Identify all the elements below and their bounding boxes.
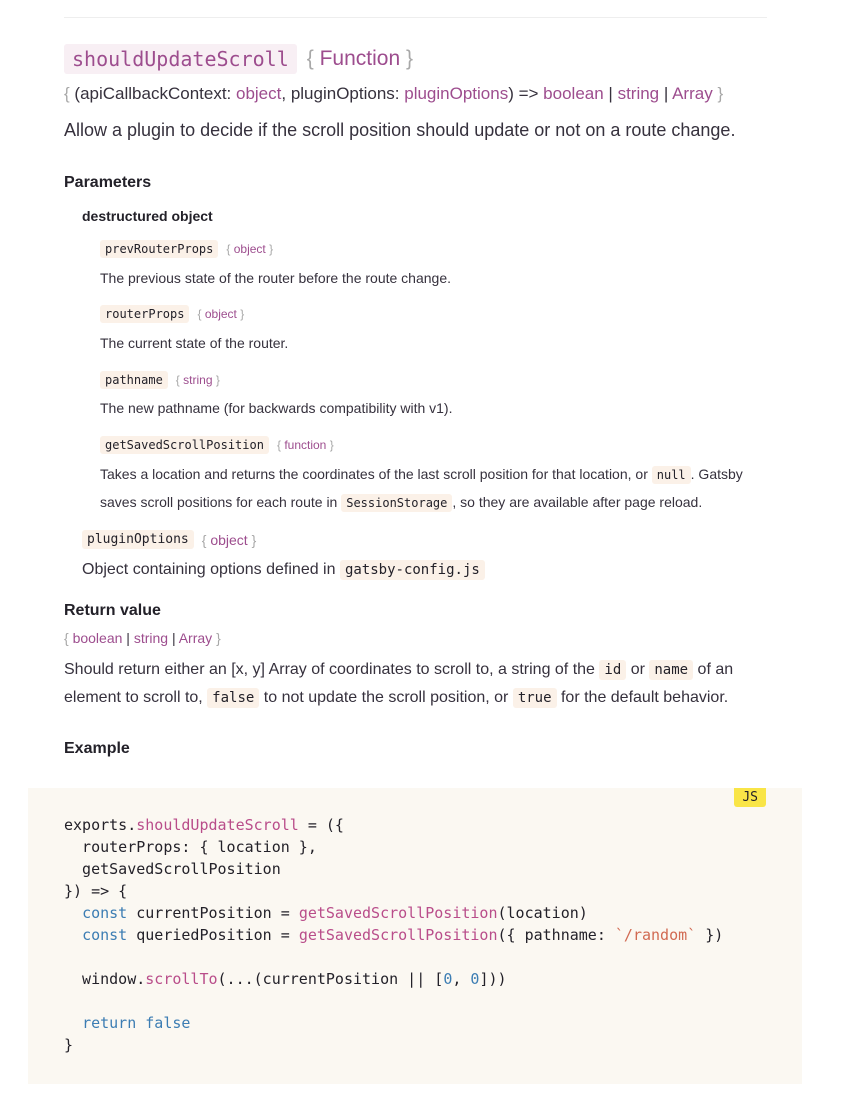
inline-code: true xyxy=(513,688,557,708)
code-token: window. xyxy=(64,970,146,988)
signature-open-brace: { xyxy=(64,84,70,103)
param-description: The current state of the router. xyxy=(100,335,289,351)
param-getSavedScrollPosition xyxy=(100,436,334,454)
code-block[interactable] xyxy=(28,788,802,1084)
language-badge: JS xyxy=(734,788,766,807)
text: of an xyxy=(693,661,734,678)
signature-arrow: ) => xyxy=(508,84,544,103)
code-token: getSavedScrollPosition xyxy=(298,926,498,944)
code-token xyxy=(64,926,82,944)
param-type: { object } xyxy=(197,307,245,321)
code-line xyxy=(64,924,723,946)
param-name: routerProps xyxy=(100,305,189,323)
code-token: shouldUpdateScroll xyxy=(136,816,299,834)
code-token: currentPosition = xyxy=(127,904,299,922)
text: to not update the scroll position, or xyxy=(259,689,513,706)
signature-ret1: boolean xyxy=(543,84,604,103)
code-token: = ({ xyxy=(298,816,344,834)
return-type-close: } xyxy=(216,630,221,646)
text: for the default behavior. xyxy=(556,689,729,706)
code-line xyxy=(64,946,723,968)
return-type-open: { xyxy=(64,630,69,646)
return-description-line-1 xyxy=(64,656,733,684)
inline-code: SessionStorage xyxy=(341,494,452,512)
return-type-boolean: boolean xyxy=(72,630,123,646)
param-description: The previous state of the router before the route change. xyxy=(100,270,451,286)
code-line xyxy=(64,858,723,880)
param-name: getSavedScrollPosition xyxy=(100,436,269,454)
param-description xyxy=(82,556,485,584)
code-lines[interactable] xyxy=(64,814,723,1056)
code-token: routerProps: { location }, xyxy=(64,838,317,856)
example-heading: Example xyxy=(64,740,130,757)
code-line xyxy=(64,836,723,858)
param-pathname xyxy=(100,371,220,389)
param-routerProps xyxy=(100,305,244,323)
code-line xyxy=(64,968,723,990)
signature-sep: , pluginOptions: xyxy=(281,84,405,103)
param-type: { function } xyxy=(276,438,334,452)
return-description-line-2 xyxy=(64,684,728,712)
param-type-value: object xyxy=(204,307,237,321)
code-token: }) xyxy=(696,926,724,944)
return-type-bar: | xyxy=(126,630,130,646)
param-description: The new pathname (for backwards compatibility with v1). xyxy=(100,400,453,416)
inline-code: id xyxy=(599,660,626,680)
parameters-heading: Parameters xyxy=(64,174,152,191)
text: , so they are available after page reload. xyxy=(452,494,703,510)
param-type-value: object xyxy=(233,242,266,256)
code-token xyxy=(136,1014,145,1032)
return-type xyxy=(64,630,221,646)
signature-close-brace: } xyxy=(717,84,724,103)
param-name: pluginOptions xyxy=(82,530,194,549)
code-token: , xyxy=(452,970,471,988)
inline-code: null xyxy=(652,466,691,484)
signature-bar-1: | xyxy=(603,84,618,103)
inline-code: gatsby-config.js xyxy=(340,560,485,580)
code-token: return xyxy=(82,1014,137,1032)
code-token: queriedPosition = xyxy=(127,926,299,944)
code-token: const xyxy=(82,904,128,922)
text: Should return either an [x, y] Array of coordinates to scroll to, a string of the xyxy=(64,661,600,678)
return-type-string: string xyxy=(133,630,169,646)
code-token: ])) xyxy=(479,970,507,988)
inline-code: false xyxy=(207,688,259,708)
api-type-close: } xyxy=(406,47,414,70)
param-description-line-1 xyxy=(100,460,743,489)
signature-bar-2: | xyxy=(659,84,673,103)
text: saves scroll positions for each route in xyxy=(100,494,342,510)
param-name: prevRouterProps xyxy=(100,240,218,258)
text: element to scroll to, xyxy=(64,689,208,706)
return-type-array: Array xyxy=(178,630,213,646)
return-value-heading: Return value xyxy=(64,602,161,619)
api-description: Allow a plugin to decide if the scroll position should update or not on a route change. xyxy=(64,120,736,140)
signature-arg1-type: object xyxy=(236,84,282,103)
param-type: { object } xyxy=(226,242,274,256)
code-line xyxy=(64,880,723,902)
api-type-open: { xyxy=(306,47,314,70)
signature-ret3: Array xyxy=(672,84,713,103)
top-divider xyxy=(64,17,767,18)
code-token: }) => { xyxy=(64,882,128,900)
param-type-value: object xyxy=(210,531,248,548)
code-line xyxy=(64,990,723,1012)
code-token: `/random` xyxy=(614,926,697,944)
signature-arg2-type: pluginOptions xyxy=(404,84,509,103)
text: Takes a location and returns the coordinates of the last scroll position for that location, or xyxy=(100,466,652,482)
code-token: false xyxy=(145,1014,191,1032)
api-signature xyxy=(64,84,723,104)
code-line xyxy=(64,814,723,836)
code-token: 0 xyxy=(470,970,480,988)
code-line xyxy=(64,1012,723,1034)
code-token: const xyxy=(82,926,128,944)
param-name: pathname xyxy=(100,371,168,389)
destructured-heading: destructured object xyxy=(82,208,213,224)
signature-open: (apiCallbackContext: xyxy=(74,84,236,103)
code-line xyxy=(64,1034,723,1056)
param-type: { string } xyxy=(175,373,220,387)
signature-ret2: string xyxy=(617,84,660,103)
code-line xyxy=(64,902,723,924)
text: Object containing options defined in xyxy=(82,561,340,578)
api-type xyxy=(307,47,413,71)
param-pluginOptions xyxy=(82,530,256,549)
param-type-value: string xyxy=(183,373,213,387)
code-token: (location) xyxy=(497,904,588,922)
api-name: shouldUpdateScroll xyxy=(64,44,297,74)
code-token: getSavedScrollPosition xyxy=(298,904,498,922)
code-token: (...(currentPosition || [ xyxy=(217,970,444,988)
code-token: getSavedScrollPosition xyxy=(64,860,281,878)
text: . Gatsby xyxy=(690,466,743,482)
api-heading xyxy=(64,44,413,74)
code-token: ({ pathname: xyxy=(497,926,615,944)
param-type: { object } xyxy=(201,531,257,548)
param-type-value: function xyxy=(284,438,327,452)
api-type-name: Function xyxy=(319,47,401,70)
param-prevRouterProps xyxy=(100,240,273,258)
text: or xyxy=(626,661,650,678)
code-token: } xyxy=(64,1036,74,1054)
code-token xyxy=(64,904,82,922)
return-type-bar: | xyxy=(171,630,176,646)
param-description-line-2 xyxy=(100,488,702,517)
code-token: 0 xyxy=(443,970,453,988)
code-token xyxy=(64,1014,82,1032)
inline-code: name xyxy=(649,660,693,680)
code-token: exports. xyxy=(64,816,137,834)
code-token: scrollTo xyxy=(145,970,218,988)
